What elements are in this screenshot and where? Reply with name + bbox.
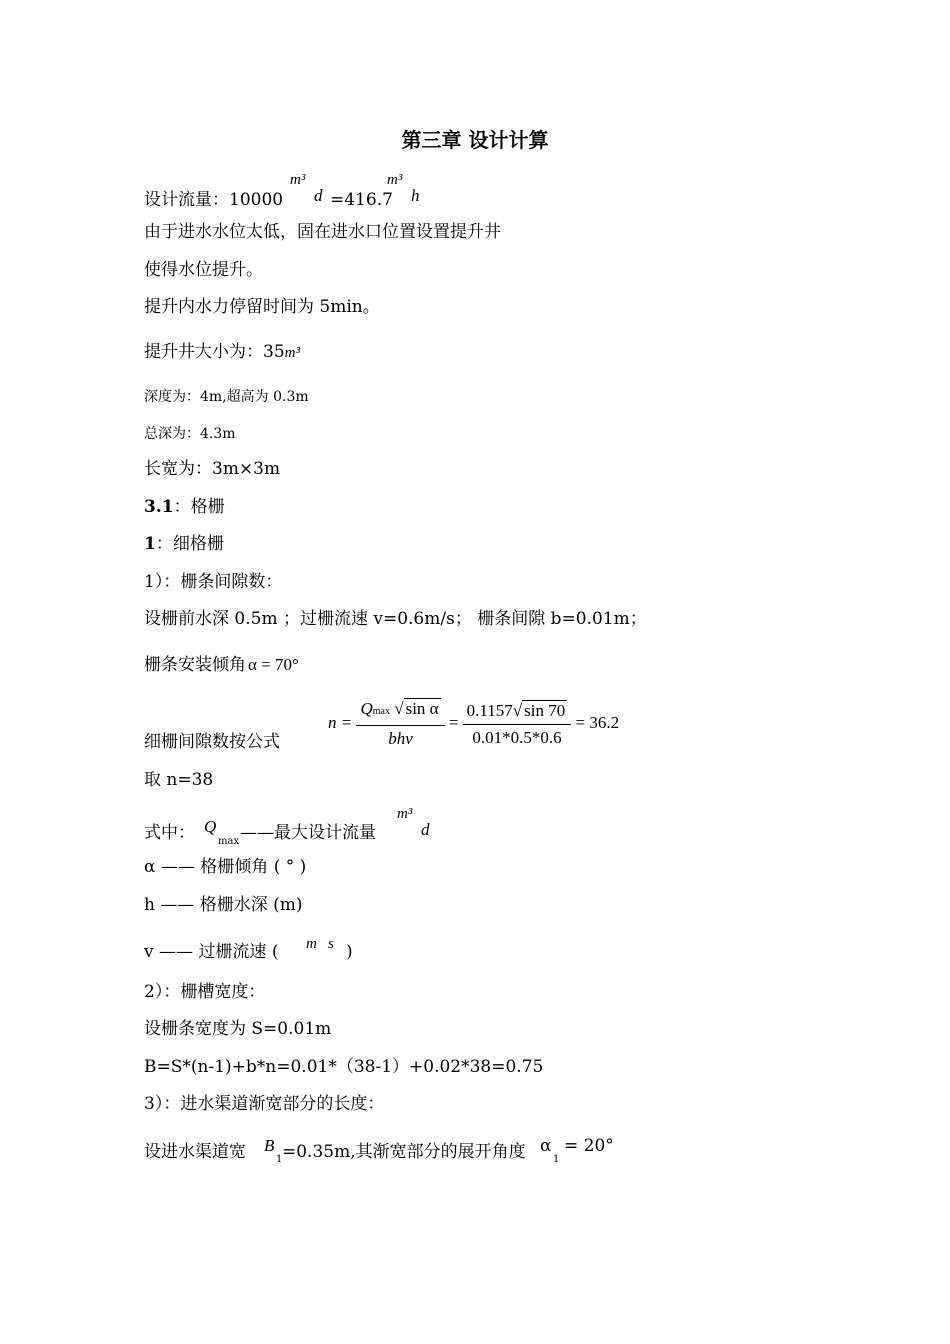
length-width-line: 长宽为：3m×3m	[144, 459, 281, 479]
channel-width-label: 设进水渠道宽	[144, 1142, 246, 1162]
flow-unit-m3-hour: m³	[387, 172, 403, 188]
h-definition: h —— 格栅水深 (m)	[144, 895, 303, 915]
well-size-unit: m³	[284, 345, 300, 361]
where-description: ——最大设计流量	[240, 823, 376, 843]
b-formula-line: B=S*(n-1)+b*n=0.01*（38-1）+0.02*38=0.75	[144, 1057, 544, 1077]
formula-label: 细栅间隙数按公式	[144, 732, 280, 752]
section-3-1-number: 3.1	[144, 497, 174, 517]
section-3-1-text: ：格栅	[173, 497, 225, 517]
formula-result: = 36.2	[575, 712, 620, 732]
channel-width-mid: =0.35m,其渐宽部分的展开角度	[282, 1142, 526, 1162]
angle-value: α = 70°	[248, 655, 299, 674]
where-label: 式中：	[144, 823, 195, 843]
formula-left-fraction	[356, 698, 444, 750]
where-q-sub: max	[218, 836, 240, 847]
formula-q: Q	[360, 699, 373, 718]
total-depth-line: 总深为：4.3m	[144, 426, 236, 442]
subsection-1-number: 1	[144, 534, 156, 554]
gap-count-formula	[328, 698, 619, 750]
where-unit-d: d	[421, 820, 430, 839]
well-size-label: 提升井大小为：35	[144, 342, 285, 362]
angle-label: 栅条安装倾角	[144, 655, 246, 675]
formula-eq2: =	[448, 712, 459, 732]
depth-line: 深度为：4m,超高为 0.3m	[144, 389, 309, 405]
flow-equals-value: =416.7	[330, 190, 393, 210]
channel-width-line	[144, 1142, 246, 1162]
take-n-line: 取 n=38	[144, 770, 214, 790]
design-flow-label: 设计流量：10000	[144, 190, 284, 210]
text-line-3: 提升内水力停留时间为 5min。	[144, 297, 380, 317]
formula-left-numerator: Qmax √ sin α	[356, 698, 444, 726]
formula-right-fraction	[463, 700, 572, 749]
expansion-alpha: α	[540, 1136, 552, 1156]
well-size-line	[144, 342, 300, 363]
v-unit-s: s	[328, 936, 334, 952]
subsection-1-text: ：细格栅	[155, 534, 224, 554]
bar-width-line: 设栅条宽度为 S=0.01m	[144, 1019, 332, 1039]
flow-unit-m3: m³	[290, 172, 306, 188]
channel-b: B	[264, 1136, 275, 1155]
grid-params-line: 设栅前水深 0.5m ；过栅流速 v=0.6m/s； 栅条间隙 b=0.01m；	[144, 609, 647, 629]
step-2-heading: 2）：栅槽宽度：	[144, 982, 266, 1002]
formula-right-numerator: 0.1157√ sin 70	[463, 700, 572, 725]
formula-right-denominator: 0.01*0.5*0.6	[472, 727, 562, 747]
alpha-definition: α —— 格栅倾角 ( ° )	[144, 857, 307, 877]
text-line-2: 使得水位提升。	[144, 260, 263, 280]
formula-sqrt-sin-70: sin 70	[524, 700, 566, 720]
formula-sqrt-sin-alpha: sin α	[405, 699, 439, 718]
formula-right-coef: 0.1157	[466, 700, 513, 720]
step-1-heading: 1）：栅条间隙数：	[144, 572, 283, 592]
channel-b-sub: 1	[276, 1154, 283, 1165]
v-definition	[144, 942, 278, 962]
design-flow-line	[144, 190, 283, 210]
subsection-1-heading	[144, 534, 224, 554]
where-q: Q	[204, 817, 217, 836]
expansion-angle-value: = 20°	[564, 1136, 614, 1156]
text-line-1: 由于进水水位太低，固在进水口位置设置提升井	[144, 222, 501, 242]
where-line	[144, 823, 195, 843]
step-3-heading: 3）：进水渠道渐宽部分的长度：	[144, 1094, 385, 1114]
flow-unit-h: h	[411, 186, 420, 205]
where-unit-m3: m³	[397, 806, 413, 822]
v-close-paren: )	[346, 942, 353, 962]
v-unit-m: m	[306, 936, 317, 952]
formula-n-eq: n =	[328, 712, 353, 732]
formula-q-sub: max	[372, 706, 390, 717]
angle-line	[144, 655, 299, 675]
formula-left-denominator: bhv	[388, 729, 413, 748]
v-definition-text: v —— 过栅流速 (	[144, 942, 279, 962]
section-3-1-heading	[144, 497, 225, 517]
expansion-alpha-sub: 1	[553, 1154, 560, 1165]
flow-unit-d: d	[314, 186, 323, 205]
chapter-title: 第三章 设计计算	[401, 128, 549, 152]
